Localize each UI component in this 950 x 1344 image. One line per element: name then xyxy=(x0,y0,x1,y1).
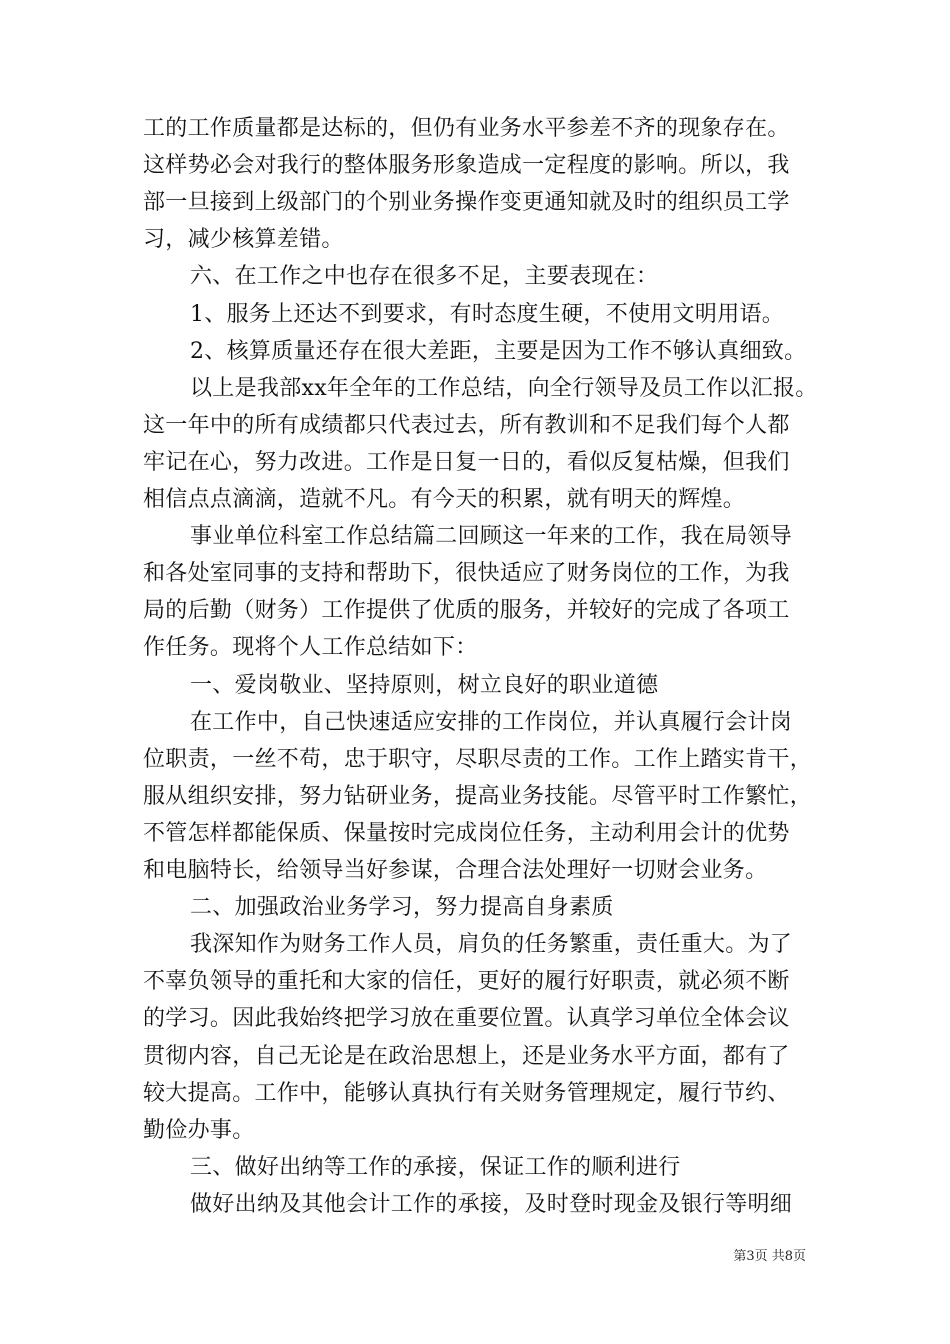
text-line: 不管怎样都能保质、保量按时完成岗位任务，主动利用会计的优势 xyxy=(143,821,790,846)
text-line: 习，减少核算差错。 xyxy=(143,227,344,252)
text-line: 和电脑特长，给领导当好参谋，合理合法处理好一切财会业务。 xyxy=(143,858,768,883)
text-line: 事业单位科室工作总结篇二回顾这一年来的工作，我在局领导 xyxy=(190,524,793,549)
text-line: 勤俭办事。 xyxy=(143,1118,255,1143)
text-line: 位职责，一丝不苟，忠于职守，尽职尽责的工作。工作上踏实肯干， xyxy=(143,747,813,772)
section-heading: 三、做好出纳等工作的承接，保证工作的顺利进行 xyxy=(190,1155,681,1180)
text-line: 这样势必会对我行的整体服务形象造成一定程度的影响。所以，我 xyxy=(143,153,790,178)
text-line: 贯彻内容，自己无论是在政治思想上，还是业务水平方面，都有了 xyxy=(143,1044,790,1069)
text-line: 2、核算质量还存在很大差距，主要是因为工作不够认真细致。 xyxy=(190,339,807,364)
text-line: 以上是我部xx年全年的工作总结，向全行领导及员工作以汇报。 xyxy=(190,376,818,401)
text-line: 和各处室同事的支持和帮助下，很快适应了财务岗位的工作，为我 xyxy=(143,561,790,586)
text-line: 较大提高。工作中，能够认真执行有关财务管理规定，履行节约、 xyxy=(143,1081,790,1106)
section-heading: 二、加强政治业务学习，努力提高自身素质 xyxy=(190,895,614,920)
text-line: 做好出纳及其他会计工作的承接，及时登时现金及银行等明细 xyxy=(190,1192,793,1217)
text-line: 工的工作质量都是达标的，但仍有业务水平参差不齐的现象存在。 xyxy=(143,116,790,141)
text-line: 我深知作为财务工作人员，肩负的任务繁重，责任重大。为了 xyxy=(190,932,793,957)
text-line: 服从组织安排，努力钻研业务，提高业务技能。尽管平时工作繁忙， xyxy=(143,784,813,809)
text-line: 六、在工作之中也存在很多不足，主要表现在： xyxy=(190,264,659,289)
text-line: 在工作中，自己快速适应安排的工作岗位，并认真履行会计岗 xyxy=(190,710,793,735)
text-line: 1、服务上还达不到要求，有时态度生硬，不使用文明用语。 xyxy=(190,302,785,327)
text-line: 部一旦接到上级部门的个别业务操作变更通知就及时的组织员工学 xyxy=(143,190,790,215)
text-line: 这一年中的所有成绩都只代表过去，所有教训和不足我们每个人都 xyxy=(143,413,790,438)
text-line: 不辜负领导的重托和大家的信任，更好的履行好职责，就必须不断 xyxy=(143,969,790,994)
text-line: 牢记在心，努力改进。工作是日复一日的，看似反复枯燥，但我们 xyxy=(143,450,790,475)
text-line: 作任务。现将个人工作总结如下： xyxy=(143,635,478,660)
section-heading: 一、爱岗敬业、坚持原则，树立良好的职业道德 xyxy=(190,673,659,698)
text-line: 局的后勤（财务）工作提供了优质的服务，并较好的完成了各项工 xyxy=(143,598,790,623)
page-number-footer: 第3页 共8页 xyxy=(733,1249,806,1264)
text-line: 的学习。因此我始终把学习放在重要位置。认真学习单位全体会议 xyxy=(143,1006,790,1031)
text-line: 相信点点滴滴，造就不凡。有今天的积累，就有明天的辉煌。 xyxy=(143,487,746,512)
